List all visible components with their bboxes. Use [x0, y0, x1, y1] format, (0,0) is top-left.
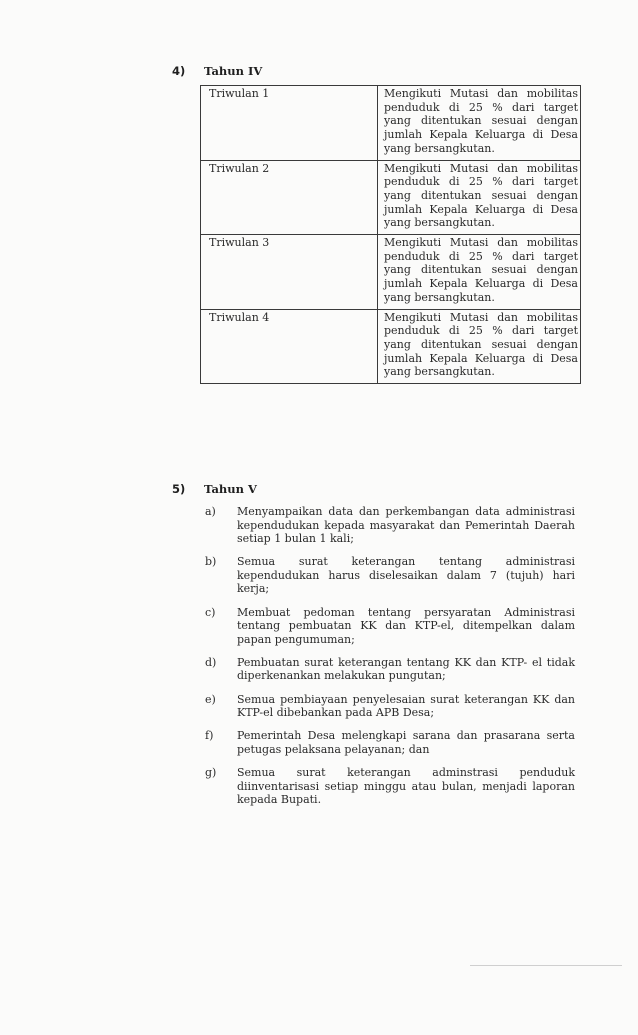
list-item-letter: c): [205, 605, 216, 619]
list-item: [205, 606, 575, 647]
list-item-text: Pembuatan surat keterangan tentang KK dan KTP- el tidak diperkenankan melakukan pungutan;: [237, 655, 575, 683]
description-cell: Mengikuti Mutasi dan mobilitas penduduk di 25 % dari target yang ditentukan sesuai dengan jumlah Kepala Keluarga di Desa yang bersangkutan.: [378, 86, 581, 161]
section-4-number: 4): [172, 64, 186, 78]
list-item: [205, 729, 575, 756]
table-row: [201, 86, 581, 161]
description-cell: Mengikuti Mutasi dan mobilitas penduduk di 25 % dari target yang ditentukan sesuai dengan jumlah Kepala Keluarga di Desa yang bersangkutan.: [378, 235, 581, 310]
list-item-letter: g): [205, 765, 217, 779]
section-5-number: 5): [172, 482, 186, 496]
list-item-text: Pemerintah Desa melengkapi sarana dan prasarana serta petugas pelaksana pelayanan; dan: [237, 729, 575, 756]
list-item: [205, 693, 575, 720]
list-item-letter: d): [205, 655, 217, 669]
list-item-letter: b): [205, 555, 217, 569]
section-4-title: Tahun IV: [204, 64, 263, 78]
list-item-letter: a): [205, 505, 216, 518]
description-cell: Mengikuti Mutasi dan mobilitas penduduk di 25 % dari target yang ditentukan sesuai dengan jumlah Kepala Keluarga di Desa yang bersangkutan.: [378, 160, 581, 235]
table-row: [201, 309, 581, 384]
list-item-letter: f): [205, 729, 214, 743]
period-cell: Triwulan 4: [201, 309, 378, 384]
list-item: [205, 505, 575, 546]
section-5-title: Tahun V: [204, 482, 257, 496]
table-row: [201, 235, 581, 310]
list-item: [205, 766, 575, 807]
list-item-text: Menyampaikan data dan perkembangan data administrasi kependudukan kepada masyarakat dan Pemerintah Daerah setiap 1 bulan 1 kali;: [237, 505, 575, 546]
period-cell: Triwulan 3: [201, 235, 378, 310]
list-item-text: Semua surat keterangan adminstrasi penduduk diinventarisasi setiap minggu atau bulan, menjadi laporan kepada Bupati.: [237, 765, 575, 807]
period-cell: Triwulan 2: [201, 160, 378, 235]
quarterly-table: [200, 85, 581, 384]
list-item-letter: e): [205, 692, 216, 706]
description-cell: Mengikuti Mutasi dan mobilitas penduduk di 25 % dari target yang ditentukan sesuai dengan jumlah Kepala Keluarga di Desa yang bersangkutan.: [378, 309, 581, 384]
period-cell: Triwulan 1: [201, 86, 378, 161]
list-item-text: Membuat pedoman tentang persyaratan Administrasi tentang pembuatan KK dan KTP-el, ditempelkan dalam papan pengumuman;: [237, 605, 575, 646]
scan-edge-line: [470, 965, 622, 966]
section-5-list: [205, 505, 575, 816]
list-item-text: Semua surat keterangan tentang administrasi kependudukan harus diselesaikan dalam 7 (tujuh) hari kerja;: [237, 555, 575, 596]
table-row: [201, 160, 581, 235]
list-item: [205, 656, 575, 683]
list-item-text: Semua pembiayaan penyelesaian surat keterangan KK dan KTP-el dibebankan pada APB Desa;: [237, 692, 575, 720]
list-item: [205, 555, 575, 596]
